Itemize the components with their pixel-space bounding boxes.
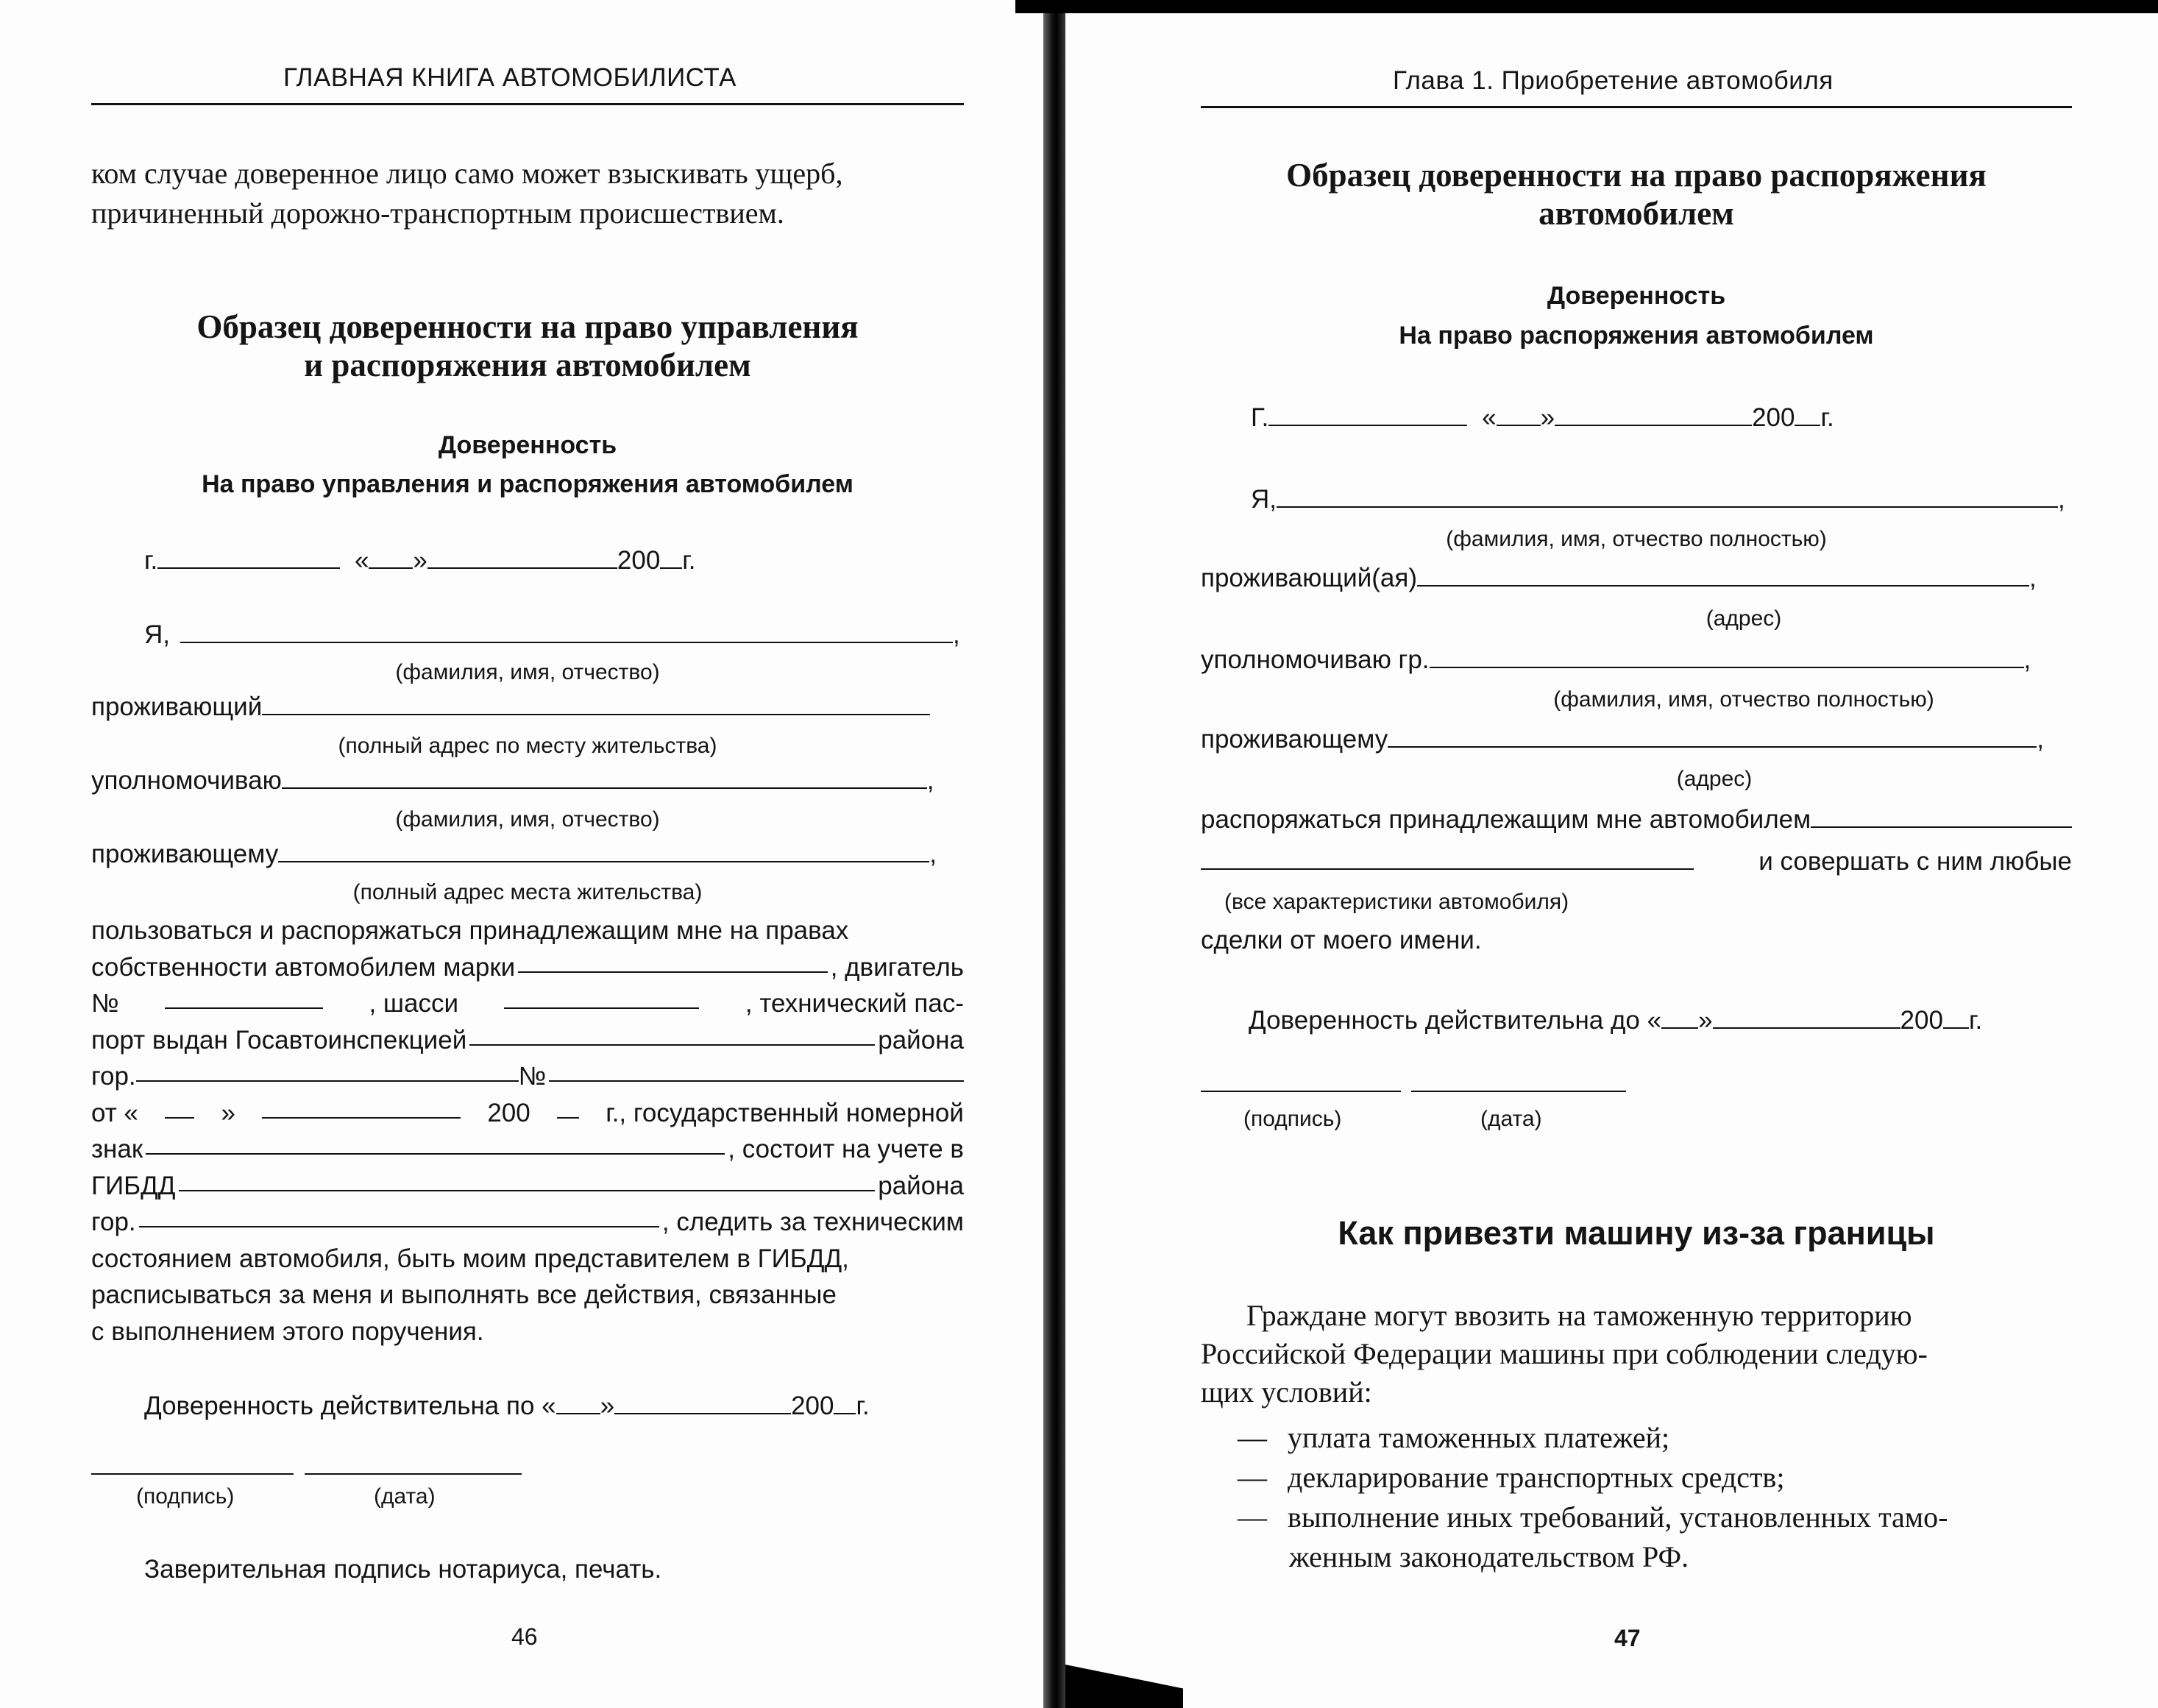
dash-bullet: — xyxy=(1238,1500,1267,1534)
caption-fio-full-right-2: (фамилия, имя, отчество полностью) xyxy=(1553,687,1934,712)
valid-label: Доверенность действительна по « xyxy=(144,1392,556,1420)
date-suffix: г. xyxy=(682,546,696,575)
body-l9b: , следить за техническим xyxy=(661,1208,964,1236)
running-head-right: Глава 1. Приобретение автомобиля xyxy=(1393,66,1834,95)
condition-text-3: выполнение иных требований, установленных тамо- xyxy=(1288,1500,1948,1534)
signature-line-right xyxy=(1201,1091,1401,1092)
notary-line: Заверительная подпись нотариуса, печать. xyxy=(144,1555,662,1584)
valid-line-left xyxy=(144,1391,870,1422)
valid-year: 200 xyxy=(791,1392,834,1420)
city-blank-2 xyxy=(136,1058,519,1082)
condition-continuation: женным законодательством РФ. xyxy=(1289,1540,1689,1573)
month-blank-right xyxy=(1555,403,1752,426)
conditions-list xyxy=(1238,1418,1948,1577)
body-l9a: гор. xyxy=(91,1208,136,1236)
date-suffix-right: г. xyxy=(1820,403,1834,432)
date-open-quote: « xyxy=(354,546,369,575)
condition-item xyxy=(1238,1458,1948,1498)
caption-address-left-2: (полный адрес места жительства) xyxy=(352,880,703,904)
comma: , xyxy=(929,840,937,868)
comma: , xyxy=(953,620,960,649)
valid-close-quote-right: » xyxy=(1698,1006,1713,1035)
import-para-l1: Граждане могут ввозить на таможенную территорию xyxy=(1246,1299,1912,1332)
comma: , xyxy=(2029,564,2037,592)
authorize-blank-right xyxy=(1430,645,2024,668)
authorize-line-right xyxy=(1201,645,2031,676)
comma: , xyxy=(2023,645,2031,674)
intro-line-2: причиненный дорожно-транспортным происшествием. xyxy=(91,196,784,230)
body-l3c: , технический пас- xyxy=(745,989,964,1018)
body-l7b: , состоит на учете в xyxy=(728,1135,964,1163)
name-blank-right xyxy=(1277,484,2058,508)
city-blank-right xyxy=(1268,403,1467,426)
residing-line-right xyxy=(1201,563,2037,594)
valid-year-right: 200 xyxy=(1900,1006,1943,1035)
sig-caption-right: (подпись) xyxy=(1243,1107,1342,1131)
gai-blank xyxy=(469,1022,875,1046)
import-title: Как привезти машину из-за границы xyxy=(1338,1214,1935,1252)
day-blank xyxy=(369,545,413,569)
body-l12: с выполнением этого поручения. xyxy=(91,1317,484,1346)
residing-to-label-right: проживающему xyxy=(1201,725,1388,754)
dash-bullet: — xyxy=(1238,1461,1267,1494)
date-close-quote: » xyxy=(413,546,427,575)
body-l7a: знак xyxy=(91,1135,143,1163)
import-paragraph xyxy=(1201,1297,2072,1411)
caption-car: (все характеристики автомобиля) xyxy=(1224,890,1569,914)
section-title-left-line-2: и распоряжения автомобилем xyxy=(304,347,751,383)
date-line-left xyxy=(144,545,696,576)
valid-year-blank-right xyxy=(1943,1005,1969,1029)
running-head-left: ГЛАВНАЯ КНИГА АВТОМОБИЛИСТА xyxy=(283,63,737,92)
year-blank-right xyxy=(1795,403,1820,426)
section-title-left xyxy=(91,308,964,384)
dispose-line-right xyxy=(1201,804,2072,835)
date-line-left-sig xyxy=(305,1473,522,1475)
comma: , xyxy=(2037,725,2044,754)
body-l6b: » xyxy=(221,1098,235,1127)
body-l8b: района xyxy=(878,1171,964,1200)
authorize-label: уполномочиваю xyxy=(91,766,282,795)
month-blank xyxy=(427,545,617,569)
chassis-blank xyxy=(504,985,699,1009)
import-para-line-3 xyxy=(1201,1373,2072,1411)
body-l11: расписываться за меня и выполнять все действия, связанные xyxy=(91,1280,837,1309)
authorize-line-left xyxy=(91,765,934,796)
body-l1: пользоваться и распоряжаться принадлежащим мне на правах xyxy=(91,916,849,945)
import-para-l3: щих условий: xyxy=(1201,1375,1372,1408)
date-city-label-right: Г. xyxy=(1251,403,1269,432)
sig-caption-left: (подпись) xyxy=(136,1484,235,1509)
comma: , xyxy=(2058,485,2065,514)
year-blank xyxy=(660,545,682,569)
residing-blank xyxy=(262,692,930,715)
body-l5b: № xyxy=(518,1062,547,1091)
body-line-4 xyxy=(91,1022,964,1059)
authorize-label-right: уполномочиваю гр. xyxy=(1201,645,1430,674)
body-l3a: № xyxy=(91,989,119,1018)
body-line-1 xyxy=(91,913,964,949)
date-caption-left: (дата) xyxy=(374,1484,436,1509)
valid-month-blank-right xyxy=(1713,1005,1900,1029)
section-title-right xyxy=(1201,156,2072,233)
day-blank-right xyxy=(1497,403,1541,426)
body-line-11 xyxy=(91,1277,964,1314)
body-line-5 xyxy=(91,1058,964,1095)
body-l2b: , двигатель xyxy=(830,952,964,982)
section-title-right-line-2: автомобилем xyxy=(1538,195,1734,232)
city-blank-3 xyxy=(139,1204,659,1227)
caption-address-right-2: (адрес) xyxy=(1676,767,1753,791)
authorize-blank xyxy=(282,765,927,789)
book-spine xyxy=(1043,0,1065,1708)
valid-suffix: г. xyxy=(856,1392,870,1420)
condition-text-2: декларирование транспортных средств; xyxy=(1288,1461,1785,1494)
section-title-right-line-1: Образец доверенности на право распоряжения xyxy=(1286,157,1987,194)
i-label-right: Я, xyxy=(1251,485,1277,514)
car-blank-1 xyxy=(1811,804,2072,828)
date-close-quote-right: » xyxy=(1540,403,1555,432)
year-blank-2 xyxy=(557,1095,579,1119)
commit-line-right xyxy=(1201,846,2072,877)
date-year: 200 xyxy=(617,546,661,575)
body-line-9 xyxy=(91,1204,964,1241)
body-line-3 xyxy=(91,985,964,1022)
body-l4a: порт выдан Госавтоинспекцией xyxy=(91,1025,467,1055)
page-number-left: 46 xyxy=(511,1623,538,1650)
body-line-12 xyxy=(91,1314,964,1350)
body-line-8 xyxy=(91,1168,964,1205)
residing-to-label: проживающему xyxy=(91,840,279,868)
caption-fio-full-right: (фамилия, имя, отчество полностью) xyxy=(1446,527,1827,551)
number-blank xyxy=(549,1058,964,1082)
top-scan-edge xyxy=(1015,0,2158,13)
page-number-right: 47 xyxy=(1614,1625,1641,1651)
day-blank-2 xyxy=(165,1095,194,1119)
date-year-right: 200 xyxy=(1752,403,1795,432)
body-l6c: 200 xyxy=(487,1098,530,1127)
caption-fio-left: (фамилия, имя, отчество) xyxy=(395,660,660,684)
valid-day-blank-right xyxy=(1661,1005,1698,1029)
caption-address-left: (полный адрес по месту жительства) xyxy=(338,734,717,758)
residing-to-blank-right xyxy=(1388,724,2037,748)
date-line-right-sig xyxy=(1411,1091,1626,1092)
doc-title-left: Доверенность xyxy=(438,431,617,459)
valid-line-right xyxy=(1249,1005,1982,1036)
residing-blank-right xyxy=(1417,563,2029,587)
section-title-left-line-1: Образец доверенности на право управления xyxy=(196,308,859,345)
valid-day-blank xyxy=(556,1391,600,1414)
valid-year-blank xyxy=(834,1391,856,1414)
caption-address-right: (адрес) xyxy=(1706,606,1782,631)
body-block-left xyxy=(91,913,964,1350)
body-l6d: г., государственный номерной xyxy=(606,1098,964,1127)
comma: , xyxy=(926,766,934,795)
date-line-right xyxy=(1251,403,1834,433)
doc-title-right: Доверенность xyxy=(1547,282,1726,310)
valid-suffix-right: г. xyxy=(1968,1006,1983,1035)
i-label: Я, xyxy=(144,620,170,649)
import-para-l2: Российской Федерации машины при соблюдении следую- xyxy=(1201,1337,1928,1370)
gibdd-blank xyxy=(179,1168,876,1191)
residing-label-right: проживающий(ая) xyxy=(1201,564,1417,592)
engine-blank xyxy=(165,985,323,1009)
import-para-line-2 xyxy=(1201,1335,2072,1373)
body-l6a: от « xyxy=(91,1098,138,1127)
import-para-line-1 xyxy=(1201,1297,2072,1335)
i-line-right xyxy=(1251,484,2065,515)
brand-blank xyxy=(518,949,828,973)
residing-line-left xyxy=(91,692,930,723)
header-rule-right xyxy=(1201,106,2072,108)
body-l8a: ГИБДД xyxy=(91,1171,176,1200)
body-l4b: района xyxy=(878,1025,964,1055)
body-line-6 xyxy=(91,1095,964,1132)
valid-label-right: Доверенность действительна до « xyxy=(1249,1006,1662,1035)
residing-label: проживающий xyxy=(91,692,263,721)
body-line-7 xyxy=(91,1131,964,1168)
residing-to-blank xyxy=(278,839,929,862)
month-blank-2 xyxy=(262,1095,461,1119)
residing-to-line-right xyxy=(1201,724,2044,755)
i-line-left xyxy=(144,620,960,651)
dash-bullet: — xyxy=(1238,1421,1267,1454)
body-line-2 xyxy=(91,949,964,986)
body-l10: состоянием автомобиля, быть моим представителем в ГИБДД, xyxy=(91,1244,849,1273)
body-l2a: собственности автомобилем марки xyxy=(91,952,516,982)
signature-line-left xyxy=(91,1473,294,1475)
valid-month-blank xyxy=(614,1391,791,1414)
valid-close-quote: » xyxy=(600,1392,615,1420)
commit-label: и совершать с ним любые xyxy=(1758,847,2072,876)
body-l5a: гор. xyxy=(91,1062,136,1091)
dispose-label: распоряжаться принадлежащим мне автомобилем xyxy=(1201,805,1811,834)
residing-to-line-left xyxy=(91,839,937,870)
date-open-quote-right: « xyxy=(1482,403,1497,432)
body-l3b: , шасси xyxy=(369,989,458,1018)
condition-text-1: уплата таможенных платежей; xyxy=(1288,1421,1670,1454)
caption-fio-left-2: (фамилия, имя, отчество) xyxy=(395,807,660,832)
city-blank xyxy=(157,545,340,569)
header-rule-left xyxy=(91,103,964,105)
condition-item xyxy=(1238,1498,1948,1537)
doc-subtitle-right: На право распоряжения автомобилем xyxy=(1399,322,1874,350)
date-city-label: г. xyxy=(144,546,158,575)
date-caption-right: (дата) xyxy=(1480,1107,1542,1131)
car-blank-2 xyxy=(1201,846,1694,870)
plate-blank xyxy=(146,1131,725,1155)
deals-line: сделки от моего имени. xyxy=(1201,926,1482,954)
intro-line-1: ком случае доверенное лицо само может взыскивать ущерб, xyxy=(91,157,843,190)
condition-item xyxy=(1238,1418,1948,1458)
doc-subtitle-left: На право управления и распоряжения автомобилем xyxy=(202,470,853,498)
name-blank xyxy=(180,620,953,643)
body-line-10 xyxy=(91,1241,964,1278)
